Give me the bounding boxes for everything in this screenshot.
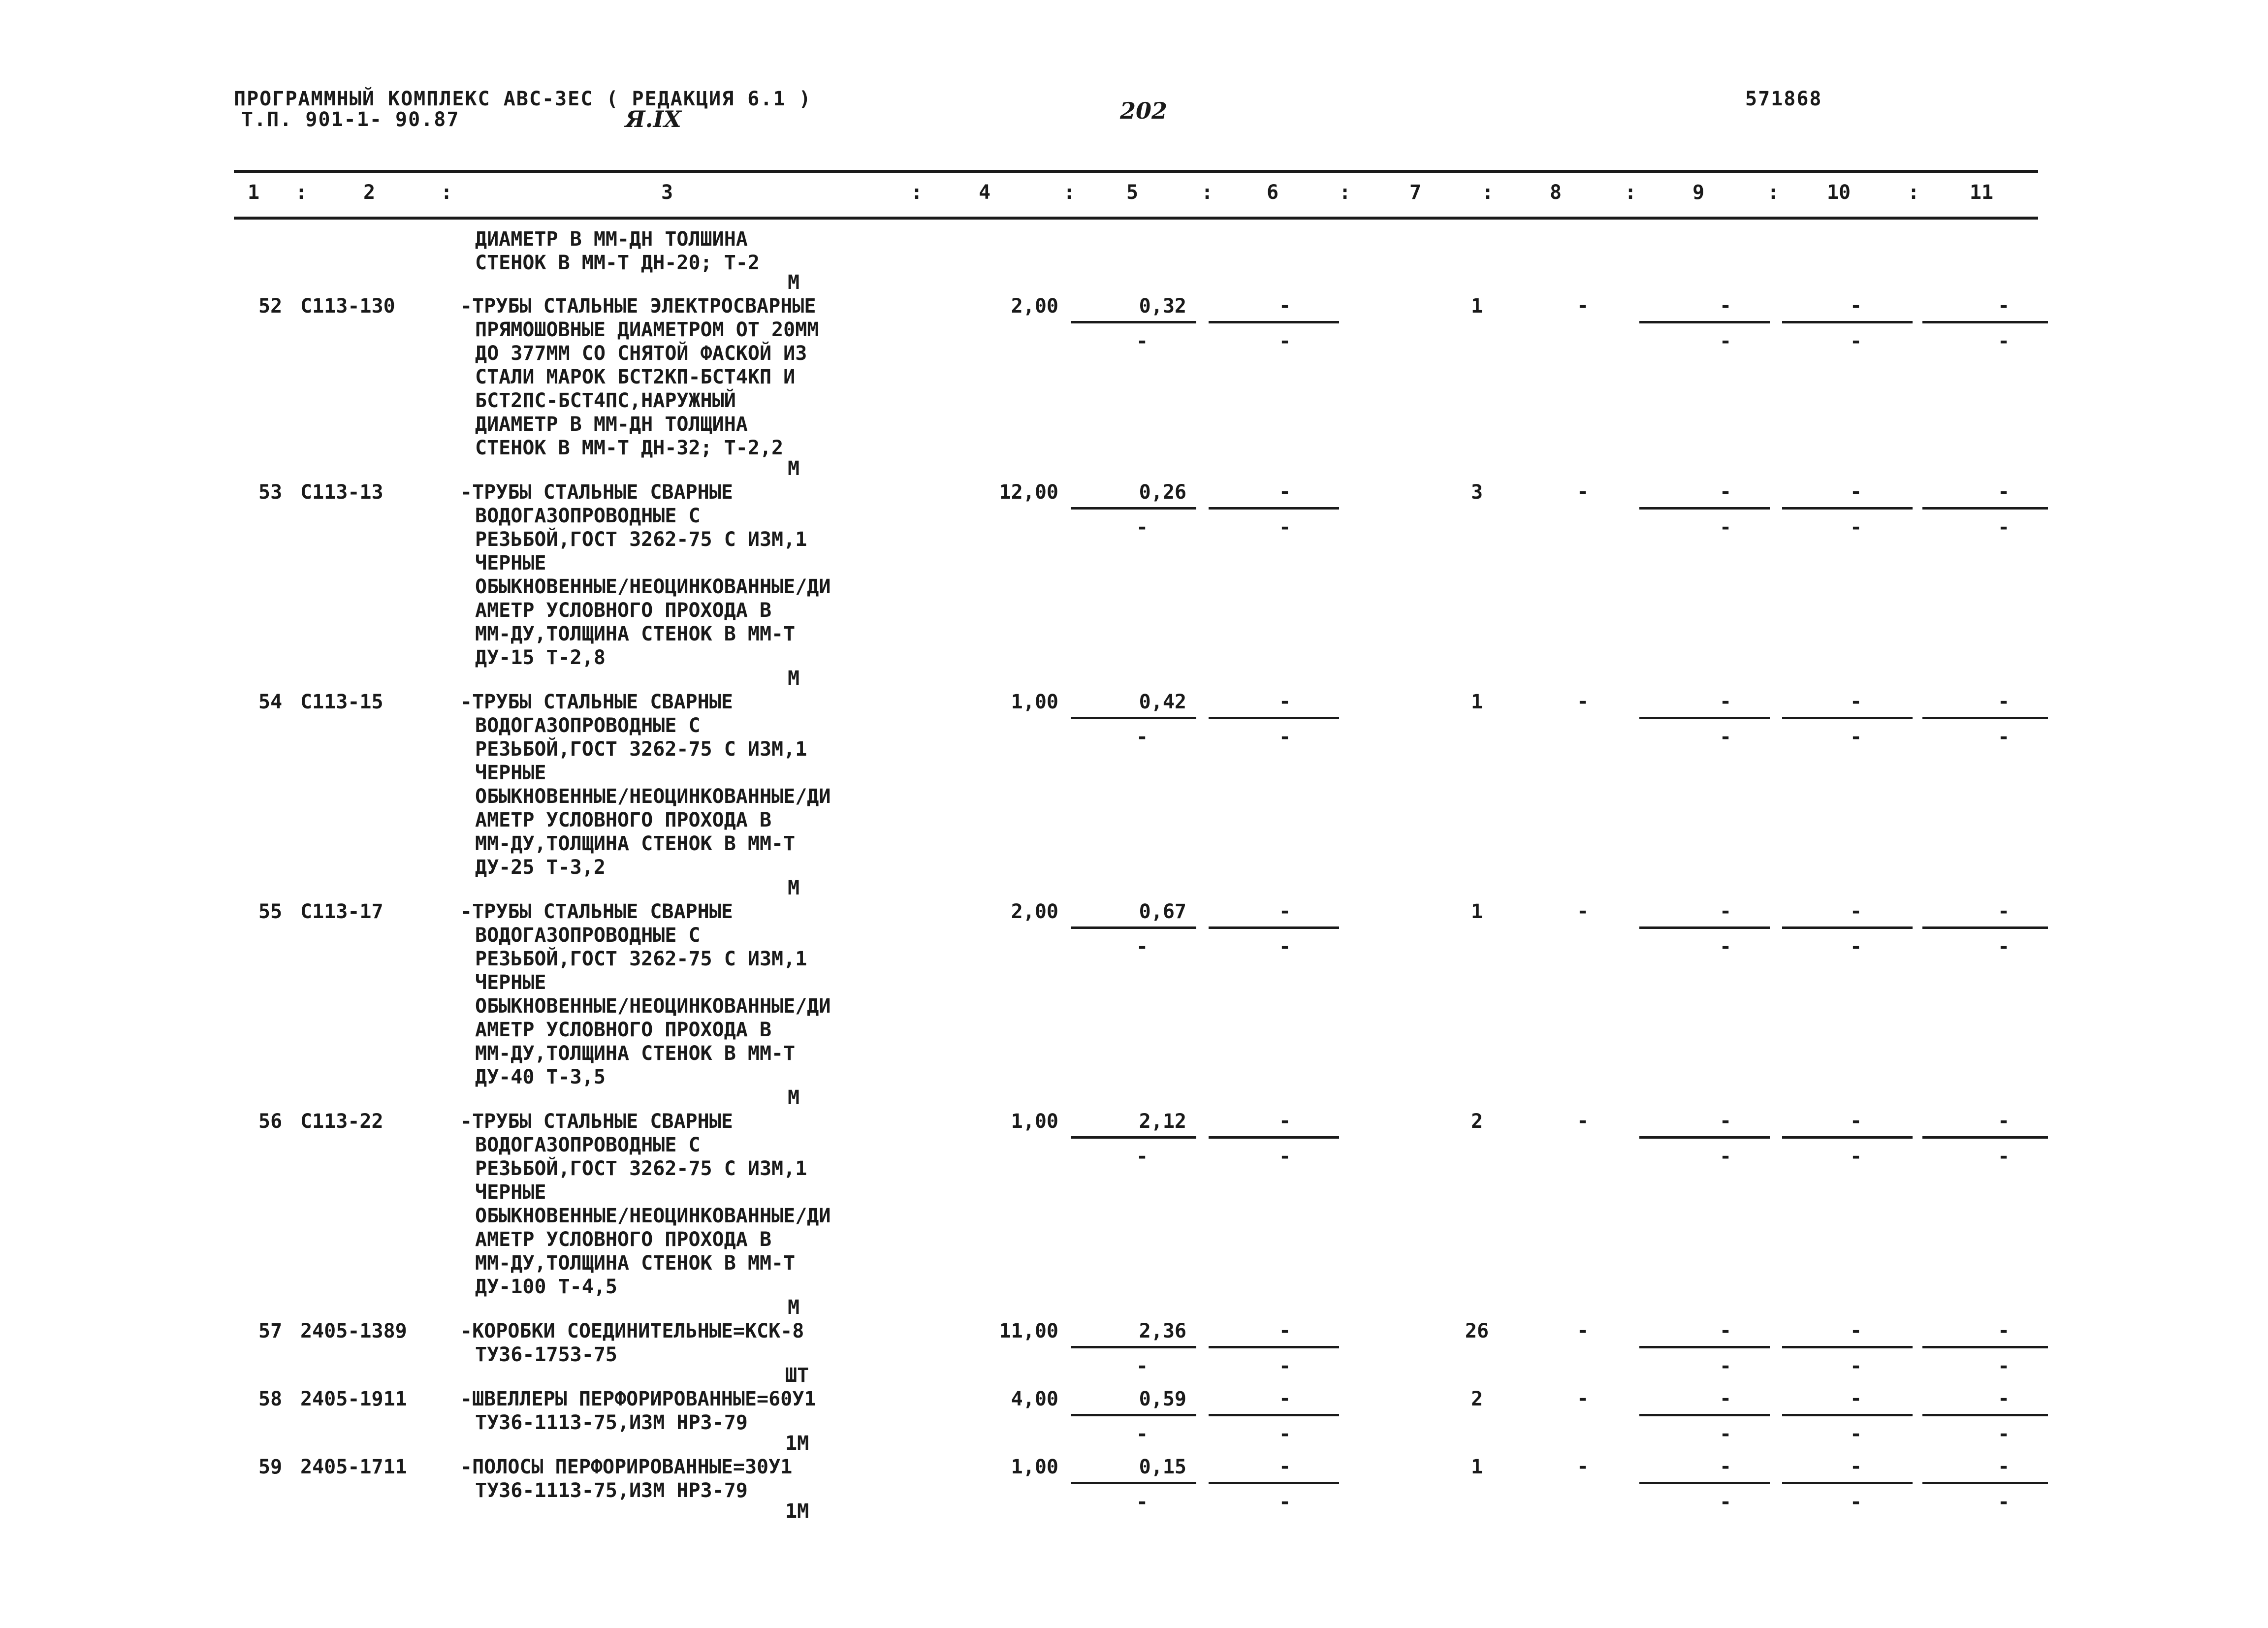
- fraction-line: [1639, 926, 1770, 929]
- unit-cost-value: 0,15: [1139, 1456, 1186, 1478]
- empty-value-dash: -: [1719, 516, 1732, 539]
- empty-value-dash: -: [1850, 1145, 1862, 1168]
- description-line: ПРЯМОШОВНЫЕ ДИАМЕТРОМ ОТ 20ММ: [475, 319, 819, 341]
- column-7-value: 1: [1470, 295, 1483, 318]
- quantity-value: 1,00: [1011, 1456, 1058, 1478]
- fraction-line: [1782, 717, 1913, 719]
- column-separator: :: [1482, 181, 1494, 204]
- description-line: ДУ-40 Т-3,5: [475, 1066, 606, 1088]
- description-line: ОБЫКНОВЕННЫЕ/НЕОЦИНКОВАННЫЕ/ДИ: [475, 575, 831, 598]
- empty-value-dash: -: [1719, 480, 1732, 503]
- fraction-line: [1639, 321, 1770, 323]
- fraction-line: [1782, 507, 1913, 510]
- empty-value-dash: -: [1576, 294, 1589, 317]
- description-line: ДУ-25 Т-3,2: [475, 856, 606, 879]
- column-separator: :: [1339, 181, 1351, 204]
- empty-value-dash: -: [1278, 1355, 1291, 1377]
- empty-value-dash: -: [1850, 1110, 1862, 1132]
- column-separator: :: [1908, 181, 1920, 204]
- empty-value-dash: -: [1278, 330, 1291, 352]
- fraction-line: [1071, 1414, 1196, 1416]
- empty-value-dash: -: [1997, 900, 2010, 923]
- empty-value-dash: -: [1278, 1423, 1291, 1445]
- empty-value-dash: -: [1719, 1145, 1732, 1168]
- quantity-value: 2,00: [1011, 900, 1058, 923]
- empty-value-dash: -: [1136, 516, 1149, 539]
- description-line: БСТ2ПС-БСТ4ПС,НАРУЖНЫЙ: [475, 389, 736, 412]
- empty-value-dash: -: [1278, 935, 1291, 958]
- empty-value-dash: -: [1850, 900, 1862, 923]
- empty-value-dash: -: [1719, 690, 1732, 713]
- empty-value-dash: -: [1997, 1319, 2010, 1342]
- empty-value-dash: -: [1719, 935, 1732, 958]
- fraction-line: [1071, 717, 1196, 719]
- fraction-line: [1922, 1136, 2048, 1139]
- row-code: С113-13: [300, 481, 383, 504]
- unit-cost-value: 0,42: [1139, 691, 1186, 713]
- description-line: РЕЗЬБОЙ,ГОСТ 3262-75 С ИЗМ,1: [475, 738, 807, 761]
- unit-of-measure: М: [788, 457, 800, 480]
- unit-of-measure: М: [788, 667, 800, 690]
- column-number-10: 10: [1826, 181, 1851, 204]
- row-code: 2405-1389: [300, 1320, 407, 1342]
- empty-value-dash: -: [1278, 900, 1291, 923]
- fraction-line: [1639, 1414, 1770, 1416]
- unit-of-measure: 1М: [785, 1432, 809, 1455]
- empty-value-dash: -: [1850, 480, 1862, 503]
- row-code: 2405-1911: [300, 1388, 407, 1410]
- empty-value-dash: -: [1850, 1455, 1862, 1478]
- row-code: С113-15: [300, 691, 383, 713]
- description-line: АМЕТР УСЛОВНОГО ПРОХОДА В: [475, 599, 772, 622]
- description-line: -ТРУБЫ СТАЛЬНЫЕ СВАРНЫЕ: [460, 481, 733, 504]
- fraction-line: [1209, 507, 1339, 510]
- row-number: 55: [258, 900, 283, 923]
- description-line: ОБЫКНОВЕННЫЕ/НЕОЦИНКОВАННЫЕ/ДИ: [475, 785, 831, 808]
- description-line: -ТРУБЫ СТАЛЬНЫЕ ЭЛЕКТРОСВАРНЫЕ: [460, 295, 816, 318]
- empty-value-dash: -: [1278, 1319, 1291, 1342]
- continuation-line: ДИАМЕТР В ММ-ДН ТОЛШИНА: [475, 228, 748, 251]
- empty-value-dash: -: [1719, 726, 1732, 748]
- empty-value-dash: -: [1576, 1387, 1589, 1410]
- empty-value-dash: -: [1997, 1491, 2010, 1513]
- empty-value-dash: -: [1850, 690, 1862, 713]
- row-number: 59: [258, 1456, 283, 1478]
- description-line: РЕЗЬБОЙ,ГОСТ 3262-75 С ИЗМ,1: [475, 528, 807, 551]
- quantity-value: 12,00: [999, 481, 1058, 504]
- description-line: ТУ36-1113-75,ИЗМ НР3-79: [475, 1411, 748, 1434]
- column-7-value: 3: [1470, 481, 1483, 504]
- column-number-5: 5: [1126, 181, 1139, 204]
- column-7-value: 26: [1465, 1320, 1489, 1342]
- description-line: ММ-ДУ,ТОЛЩИНА СТЕНОК В ММ-Т: [475, 832, 796, 855]
- fraction-line: [1209, 1482, 1339, 1484]
- quantity-value: 4,00: [1011, 1388, 1058, 1410]
- column-7-value: 2: [1470, 1110, 1483, 1133]
- empty-value-dash: -: [1576, 900, 1589, 923]
- description-line: АМЕТР УСЛОВНОГО ПРОХОДА В: [475, 1019, 772, 1041]
- column-number-7: 7: [1409, 181, 1422, 204]
- empty-value-dash: -: [1850, 726, 1862, 748]
- empty-value-dash: -: [1719, 294, 1732, 317]
- row-code: С113-17: [300, 900, 383, 923]
- column-number-11: 11: [1969, 181, 1994, 204]
- empty-value-dash: -: [1278, 480, 1291, 503]
- description-line: ВОДОГАЗОПРОВОДНЫЕ С: [475, 714, 701, 737]
- empty-value-dash: -: [1719, 1491, 1732, 1513]
- description-line: ВОДОГАЗОПРОВОДНЫЕ С: [475, 505, 701, 527]
- description-line: ММ-ДУ,ТОЛЩИНА СТЕНОК В ММ-Т: [475, 1042, 796, 1065]
- empty-value-dash: -: [1719, 1355, 1732, 1377]
- empty-value-dash: -: [1136, 726, 1149, 748]
- fraction-line: [1071, 1136, 1196, 1139]
- fraction-line: [1782, 1482, 1913, 1484]
- fraction-line: [1209, 1346, 1339, 1348]
- description-line: ВОДОГАЗОПРОВОДНЫЕ С: [475, 1134, 701, 1156]
- continuation-unit: М: [788, 271, 800, 294]
- unit-of-measure: 1М: [785, 1500, 809, 1523]
- quantity-value: 1,00: [1011, 691, 1058, 713]
- empty-value-dash: -: [1576, 1110, 1589, 1132]
- unit-of-measure: М: [788, 1086, 800, 1109]
- empty-value-dash: -: [1576, 1455, 1589, 1478]
- row-number: 56: [258, 1110, 283, 1133]
- empty-value-dash: -: [1278, 294, 1291, 317]
- empty-value-dash: -: [1997, 516, 2010, 539]
- continuation-line: СТЕНОК В ММ-Т ДН-20; Т-2: [475, 252, 760, 274]
- empty-value-dash: -: [1576, 1319, 1589, 1342]
- fraction-line: [1209, 1414, 1339, 1416]
- fraction-line: [1782, 321, 1913, 323]
- empty-value-dash: -: [1136, 935, 1149, 958]
- description-line: СТАЛИ МАРОК БСТ2КП-БСТ4КП И: [475, 366, 796, 388]
- empty-value-dash: -: [1136, 1491, 1149, 1513]
- fraction-line: [1639, 717, 1770, 719]
- empty-value-dash: -: [1278, 1387, 1291, 1410]
- unit-of-measure: М: [788, 1296, 800, 1319]
- description-line: -ТРУБЫ СТАЛЬНЫЕ СВАРНЫЕ: [460, 691, 733, 713]
- empty-value-dash: -: [1278, 1145, 1291, 1168]
- row-number: 52: [258, 295, 283, 318]
- description-line: -ТРУБЫ СТАЛЬНЫЕ СВАРНЫЕ: [460, 900, 733, 923]
- column-number-2: 2: [363, 181, 376, 204]
- description-line: ВОДОГАЗОПРОВОДНЫЕ С: [475, 924, 701, 947]
- unit-cost-value: 2,36: [1139, 1320, 1186, 1342]
- program-title: ПРОГРАММНЫЙ КОМПЛЕКС АВС-3ЕС ( РЕДАКЦИЯ 6.1 ): [234, 88, 812, 110]
- description-line: ОБЫКНОВЕННЫЕ/НЕОЦИНКОВАННЫЕ/ДИ: [475, 995, 831, 1018]
- description-line: ММ-ДУ,ТОЛЩИНА СТЕНОК В ММ-Т: [475, 623, 796, 645]
- description-line: ДУ-100 Т-4,5: [475, 1276, 617, 1298]
- column-7-value: 1: [1470, 1456, 1483, 1478]
- unit-cost-value: 0,32: [1139, 295, 1186, 318]
- unit-cost-value: 0,26: [1139, 481, 1186, 504]
- description-line: ТУ36-1753-75: [475, 1343, 617, 1366]
- fraction-line: [1922, 717, 2048, 719]
- description-line: ОБЫКНОВЕННЫЕ/НЕОЦИНКОВАННЫЕ/ДИ: [475, 1205, 831, 1227]
- description-line: РЕЗЬБОЙ,ГОСТ 3262-75 С ИЗМ,1: [475, 1157, 807, 1180]
- fraction-line: [1209, 1136, 1339, 1139]
- column-7-value: 1: [1470, 691, 1483, 713]
- description-line: ДУ-15 Т-2,8: [475, 646, 606, 669]
- column-number-1: 1: [247, 181, 260, 204]
- description-line: АМЕТР УСЛОВНОГО ПРОХОДА В: [475, 809, 772, 831]
- fraction-line: [1639, 507, 1770, 510]
- row-number: 58: [258, 1388, 283, 1410]
- description-line: СТЕНОК В ММ-Т ДН-32; Т-2,2: [475, 437, 784, 459]
- fraction-line: [1209, 717, 1339, 719]
- empty-value-dash: -: [1850, 330, 1862, 352]
- fraction-line: [1209, 321, 1339, 323]
- fraction-line: [1782, 926, 1913, 929]
- column-7-value: 2: [1470, 1388, 1483, 1410]
- description-line: -ПОЛОСЫ ПЕРФОРИРОВАННЫЕ=30У1: [460, 1456, 793, 1478]
- description-line: ДИАМЕТР В ММ-ДН ТОЛЩИНА: [475, 413, 748, 436]
- empty-value-dash: -: [1719, 1319, 1732, 1342]
- empty-value-dash: -: [1997, 690, 2010, 713]
- column-number-6: 6: [1266, 181, 1279, 204]
- fraction-line: [1922, 321, 2048, 323]
- empty-value-dash: -: [1997, 1455, 2010, 1478]
- unit-cost-value: 0,59: [1139, 1388, 1186, 1410]
- empty-value-dash: -: [1719, 1110, 1732, 1132]
- column-separator: :: [911, 181, 923, 204]
- header-top-rule: [234, 170, 2038, 173]
- unit-cost-value: 2,12: [1139, 1110, 1186, 1133]
- empty-value-dash: -: [1997, 1355, 2010, 1377]
- description-line: ЧЕРНЫЕ: [475, 1181, 546, 1204]
- empty-value-dash: -: [1850, 1423, 1862, 1445]
- row-code: 2405-1711: [300, 1456, 407, 1478]
- empty-value-dash: -: [1136, 330, 1149, 352]
- column-7-value: 1: [1470, 900, 1483, 923]
- empty-value-dash: -: [1719, 1455, 1732, 1478]
- column-number-9: 9: [1692, 181, 1705, 204]
- empty-value-dash: -: [1136, 1355, 1149, 1377]
- fraction-line: [1922, 1346, 2048, 1348]
- empty-value-dash: -: [1850, 935, 1862, 958]
- description-line: ММ-ДУ,ТОЛЩИНА СТЕНОК В ММ-Т: [475, 1252, 796, 1275]
- fraction-line: [1782, 1414, 1913, 1416]
- empty-value-dash: -: [1278, 516, 1291, 539]
- row-number: 53: [258, 481, 283, 504]
- column-number-8: 8: [1549, 181, 1562, 204]
- fraction-line: [1071, 1482, 1196, 1484]
- empty-value-dash: -: [1997, 1423, 2010, 1445]
- fraction-line: [1071, 926, 1196, 929]
- description-line: -КОРОБКИ СОЕДИНИТЕЛЬНЫЕ=КСК-8: [460, 1320, 804, 1342]
- page-number: 202: [1120, 97, 1168, 124]
- fraction-line: [1639, 1346, 1770, 1348]
- column-separator: :: [1063, 181, 1076, 204]
- description-line: -ТРУБЫ СТАЛЬНЫЕ СВАРНЫЕ: [460, 1110, 733, 1133]
- description-line: ЧЕРНЫЕ: [475, 552, 546, 575]
- empty-value-dash: -: [1850, 1491, 1862, 1513]
- empty-value-dash: -: [1136, 1145, 1149, 1168]
- empty-value-dash: -: [1997, 1145, 2010, 1168]
- empty-value-dash: -: [1997, 330, 2010, 352]
- unit-cost-value: 0,67: [1139, 900, 1186, 923]
- quantity-value: 1,00: [1011, 1110, 1058, 1133]
- empty-value-dash: -: [1719, 330, 1732, 352]
- empty-value-dash: -: [1997, 294, 2010, 317]
- column-separator: :: [295, 181, 308, 204]
- fraction-line: [1922, 926, 2048, 929]
- empty-value-dash: -: [1278, 1110, 1291, 1132]
- empty-value-dash: -: [1278, 1455, 1291, 1478]
- empty-value-dash: -: [1719, 1423, 1732, 1445]
- fraction-line: [1782, 1136, 1913, 1139]
- description-line: ЧЕРНЫЕ: [475, 762, 546, 784]
- description-line: -ШВЕЛЛЕРЫ ПЕРФОРИРОВАННЫЕ=60У1: [460, 1388, 816, 1410]
- empty-value-dash: -: [1997, 1387, 2010, 1410]
- doc-code: Т.П. 901-1- 90.87: [241, 108, 460, 131]
- fraction-line: [1782, 1346, 1913, 1348]
- row-number: 54: [258, 691, 283, 713]
- empty-value-dash: -: [1997, 935, 2010, 958]
- fraction-line: [1639, 1482, 1770, 1484]
- empty-value-dash: -: [1997, 1110, 2010, 1132]
- empty-value-dash: -: [1576, 690, 1589, 713]
- empty-value-dash: -: [1850, 516, 1862, 539]
- quantity-value: 11,00: [999, 1320, 1058, 1342]
- header-bottom-rule: [234, 217, 2038, 220]
- empty-value-dash: -: [1850, 1387, 1862, 1410]
- fraction-line: [1922, 1482, 2048, 1484]
- description-line: РЕЗЬБОЙ,ГОСТ 3262-75 С ИЗМ,1: [475, 948, 807, 970]
- description-line: ТУ36-1113-75,ИЗМ НР3-79: [475, 1479, 748, 1502]
- document-id: 571868: [1745, 88, 1822, 110]
- fraction-line: [1071, 507, 1196, 510]
- column-number-3: 3: [661, 181, 673, 204]
- empty-value-dash: -: [1850, 294, 1862, 317]
- empty-value-dash: -: [1997, 726, 2010, 748]
- column-separator: :: [1625, 181, 1637, 204]
- description-line: АМЕТР УСЛОВНОГО ПРОХОДА В: [475, 1228, 772, 1251]
- empty-value-dash: -: [1576, 480, 1589, 503]
- empty-value-dash: -: [1719, 900, 1732, 923]
- empty-value-dash: -: [1719, 1387, 1732, 1410]
- empty-value-dash: -: [1278, 726, 1291, 748]
- fraction-line: [1922, 507, 2048, 510]
- empty-value-dash: -: [1850, 1319, 1862, 1342]
- column-separator: :: [1201, 181, 1214, 204]
- fraction-line: [1071, 321, 1196, 323]
- empty-value-dash: -: [1997, 480, 2010, 503]
- row-code: С113-22: [300, 1110, 383, 1133]
- column-number-4: 4: [978, 181, 991, 204]
- fraction-line: [1639, 1136, 1770, 1139]
- row-number: 57: [258, 1320, 283, 1342]
- fraction-line: [1071, 1346, 1196, 1348]
- fraction-line: [1922, 1414, 2048, 1416]
- column-separator: :: [1767, 181, 1780, 204]
- fraction-line: [1209, 926, 1339, 929]
- empty-value-dash: -: [1278, 690, 1291, 713]
- unit-of-measure: М: [788, 877, 800, 899]
- empty-value-dash: -: [1278, 1491, 1291, 1513]
- album-mark: Я.IX: [625, 106, 681, 132]
- empty-value-dash: -: [1850, 1355, 1862, 1377]
- quantity-value: 2,00: [1011, 295, 1058, 318]
- description-line: ДО 377ММ СО СНЯТОЙ ФАСКОЙ ИЗ: [475, 342, 807, 365]
- empty-value-dash: -: [1136, 1423, 1149, 1445]
- unit-of-measure: ШТ: [785, 1364, 809, 1387]
- row-code: С113-130: [300, 295, 395, 318]
- description-line: ЧЕРНЫЕ: [475, 971, 546, 994]
- column-separator: :: [441, 181, 453, 204]
